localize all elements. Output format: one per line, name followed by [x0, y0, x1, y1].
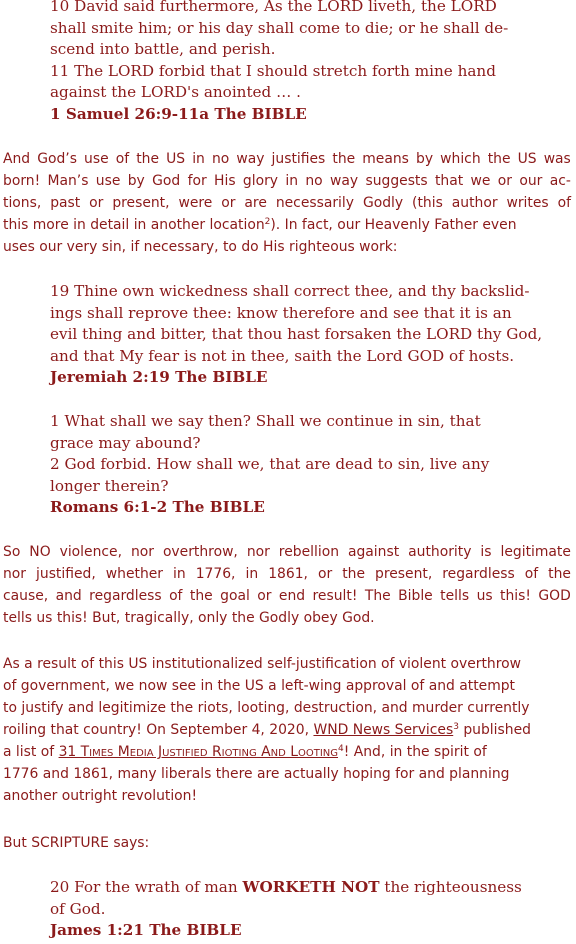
word: whether: [105, 566, 163, 582]
word: of: [524, 566, 539, 582]
footnote-marker: 3: [453, 722, 459, 732]
word: no: [305, 173, 323, 189]
word: present,: [112, 195, 170, 211]
word: cause,: [3, 588, 49, 604]
quote-line: grace may abound?: [50, 433, 201, 452]
word: born!: [3, 173, 41, 189]
word: NO: [29, 544, 51, 560]
word: So: [3, 544, 21, 560]
word: ac-: [549, 173, 571, 189]
word: or: [221, 195, 236, 211]
scripture-reference: 1 Samuel 26:9-11a The BIBLE: [50, 104, 307, 123]
word: Man’s: [47, 173, 89, 189]
word: the: [487, 151, 511, 167]
word: against: [347, 544, 400, 560]
word: nor: [246, 544, 270, 560]
word: and: [55, 588, 82, 604]
word: us: [476, 588, 493, 604]
word: way: [330, 173, 359, 189]
word: by: [127, 173, 145, 189]
quote-line: 11 The LORD forbid that I should stretch forth mine hand: [50, 61, 496, 80]
word: tions,: [3, 195, 42, 211]
paragraph-line-text: a list of: [3, 744, 59, 760]
paragraph-line-text: ! And, in the spirit of: [343, 744, 487, 760]
word: in: [173, 566, 186, 582]
quote-line: 19 Thine own wickedness shall correct thee, and thy backslid-: [50, 282, 530, 300]
word: nor: [3, 566, 27, 582]
paragraph-line-text: ). In fact, our Heavenly Father even: [270, 217, 517, 233]
word: for: [187, 173, 207, 189]
paragraph-line: [3, 192, 571, 214]
scripture-quote-3: [50, 411, 530, 519]
footnote-marker: 4: [338, 744, 344, 754]
quote-line-text: 20 For the wrath of man: [50, 878, 243, 896]
word: author: [451, 195, 498, 211]
quote-line: of God.: [50, 899, 106, 918]
word: the: [342, 566, 366, 582]
word: suggests: [365, 173, 428, 189]
word: US: [166, 151, 186, 167]
body-paragraph-1: [3, 148, 571, 258]
scripture-reference: Romans 6:1-2 The BIBLE: [50, 498, 265, 517]
quote-line: longer therein?: [50, 476, 169, 495]
word: regardless: [89, 588, 162, 604]
word: present,: [375, 566, 433, 582]
word: His: [214, 173, 236, 189]
paragraph-line: As a result of this US institutionalized self-justification of violent overthrow: [3, 656, 521, 672]
word: overthrow,: [162, 544, 238, 560]
emphasis-text: WORKETH NOT: [242, 878, 380, 896]
word: authority: [408, 544, 472, 560]
word: goal: [220, 588, 250, 604]
word: result!: [312, 588, 358, 604]
word: And: [3, 151, 31, 167]
word: the: [548, 566, 571, 582]
quote-line: and that My fear is not in thee, saith the Lord GOD of hosts.: [50, 346, 515, 365]
paragraph-line: uses our very sin, if necessary, to do His righteous work:: [3, 239, 398, 255]
word: past: [50, 195, 81, 211]
body-paragraph-4: [3, 832, 571, 854]
paragraph-line: But SCRIPTURE says:: [3, 835, 150, 851]
paragraph-line: [3, 148, 571, 170]
word: (this: [412, 195, 443, 211]
article-title-link[interactable]: 31 Times Media Justified Rioting And Looting: [58, 744, 339, 760]
word: Godly: [362, 195, 404, 211]
quote-line: against the LORD's anointed … .: [50, 83, 301, 102]
word: was: [543, 151, 571, 167]
word: means: [362, 151, 409, 167]
word: which: [440, 151, 481, 167]
word: of: [169, 588, 183, 604]
word: that: [434, 173, 464, 189]
paragraph-line-text: roiling that country! On September 4, 2020,: [3, 722, 314, 738]
paragraph-line: [3, 563, 571, 585]
word: 1861,: [268, 566, 308, 582]
word: in: [245, 566, 259, 582]
word: of: [557, 195, 571, 211]
paragraph-line: another outright revolution!: [3, 788, 198, 804]
body-paragraph-2: [3, 541, 571, 629]
paragraph-line: [3, 585, 571, 607]
word: in: [192, 151, 205, 167]
word: legitimate: [500, 544, 571, 560]
word: way: [236, 151, 265, 167]
quote-line: shall smite him; or his day shall come to die; or he shall de-: [50, 18, 509, 37]
word: God: [152, 173, 181, 189]
word: use: [95, 173, 121, 189]
word: rebellion: [278, 544, 339, 560]
word: were: [178, 195, 213, 211]
word: justifies: [271, 151, 326, 167]
word: 1776,: [195, 566, 236, 582]
scripture-reference: Jeremiah 2:19 The BIBLE: [50, 368, 268, 387]
paragraph-line: 1776 and 1861, many liberals there are actually hoping for and planning: [3, 766, 510, 782]
word: or: [89, 195, 104, 211]
footnote-marker: 2: [264, 217, 271, 227]
word: or: [317, 566, 333, 582]
word: is: [480, 544, 492, 560]
word: this!: [500, 588, 531, 604]
scripture-quote-4: [50, 877, 530, 942]
paragraph-line-text: this more in detail in another location: [3, 217, 265, 233]
word: use: [84, 151, 109, 167]
word: God’s: [37, 151, 77, 167]
paragraph-line: [3, 541, 571, 563]
paragraph-line: [3, 719, 571, 741]
paragraph-line: [3, 741, 571, 763]
paragraph-line: tells us this! But, tragically, only the Godly obey God.: [3, 610, 375, 626]
word: glory: [242, 173, 279, 189]
quote-line-text: the righteousness: [379, 878, 522, 896]
word: tells: [440, 588, 470, 604]
wnd-news-link[interactable]: WND News Services: [313, 722, 454, 738]
word: Bible: [398, 588, 433, 604]
word: are: [244, 195, 267, 211]
quote-line: 2 God forbid. How shall we, that are dead to sin, live any: [50, 455, 490, 474]
scripture-reference: James 1:21 The BIBLE: [50, 921, 242, 940]
word: of: [115, 151, 130, 167]
paragraph-line: to justify and legitimize the riots, looting, destruction, and murder currently: [3, 700, 530, 716]
scripture-quote-2: [50, 281, 543, 389]
quote-line: ings shall reprove thee: know therefore and see that it is an: [50, 303, 512, 322]
word: we: [470, 173, 491, 189]
word: the: [136, 151, 160, 167]
word: regardless: [442, 566, 515, 582]
word: by: [416, 151, 434, 167]
word: GOD: [538, 588, 571, 604]
word: or: [497, 173, 513, 189]
quote-line: scend into battle, and perish.: [50, 40, 276, 59]
quote-line: evil thing and bitter, that thou hast forsaken the LORD thy God,: [50, 325, 543, 344]
word: or: [257, 588, 272, 604]
word: the: [332, 151, 356, 167]
word: writes: [506, 195, 549, 211]
paragraph-line: of government, we now see in the US a left-wing approval of and attempt: [3, 678, 515, 694]
word: in: [285, 173, 299, 189]
paragraph-line: [3, 170, 571, 192]
word: justified,: [36, 566, 96, 582]
quote-line: 1 What shall we say then? Shall we continue in sin, that: [50, 412, 481, 430]
word: no: [211, 151, 230, 167]
quote-line: 10 David said furthermore, As the LORD liveth, the LORD: [50, 0, 497, 15]
paragraph-line: [3, 214, 571, 236]
word: The: [364, 588, 391, 604]
scripture-quote-1: [50, 0, 530, 126]
paragraph-line-text: published: [458, 722, 531, 738]
word: necessarily: [275, 195, 354, 211]
word: nor: [130, 544, 154, 560]
body-paragraph-3: [3, 653, 571, 807]
word: end: [278, 588, 306, 604]
quote-line: [50, 877, 530, 899]
word: the: [189, 588, 213, 604]
word: our: [519, 173, 543, 189]
word: US: [517, 151, 537, 167]
word: violence,: [59, 544, 122, 560]
